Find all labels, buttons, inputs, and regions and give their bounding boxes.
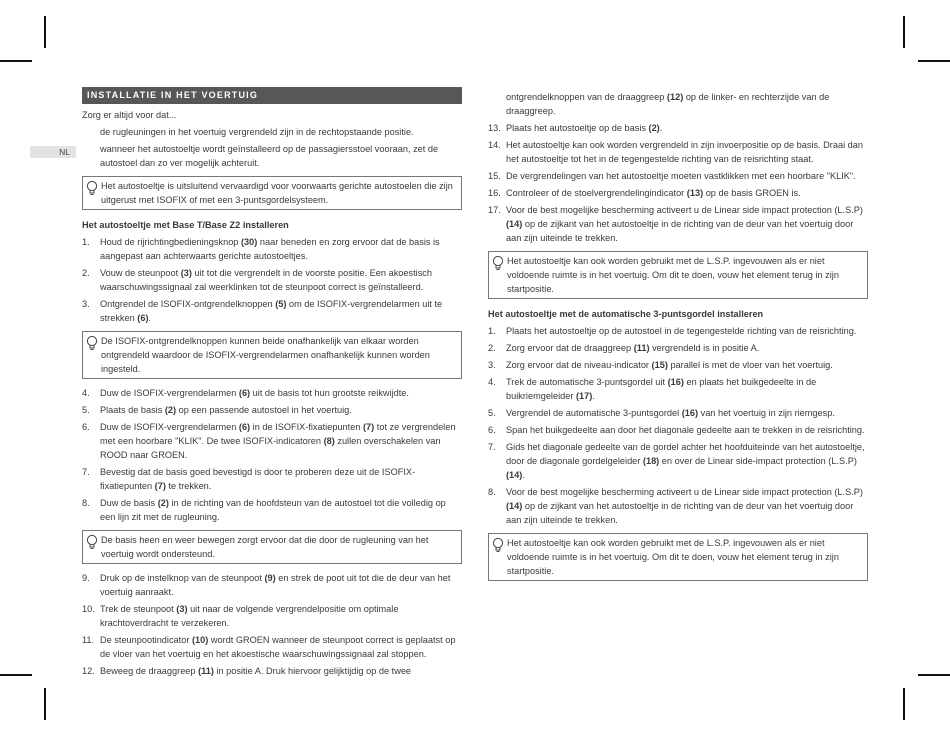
intro-item: de rugleuningen in het voertuig vergrendeld zijn in de rechtopstaande positie. <box>100 127 414 137</box>
note-text: Het autostoeltje is uitsluitend vervaardigd voor voorwaarts gerichte autostoelen die zijn uitgerust met ISOFIX of met een 3-puntsgordelsysteem. <box>101 181 453 205</box>
step-number: 9. <box>82 573 90 583</box>
crop-mark <box>44 688 46 720</box>
lightbulb-icon <box>86 534 98 550</box>
step-text: Ontgrendel de ISOFIX-ontgrendelknoppen (5) om de ISOFIX-vergrendelarmen uit te strekken (6). <box>100 299 443 323</box>
step-text: Zorg ervoor dat de niveau-indicator (15) parallel is met de vloer van het voertuig. <box>506 360 833 370</box>
step-text: De steunpootindicator (10) wordt GROEN wanneer de steunpoot correct is geplaatst op de vloer van het voertuig en het akoestische waarschuwingssignaal zal stoppen. <box>100 635 456 659</box>
step-text: Trek de steunpoot (3) uit naar de volgende vergrendelpositie om optimale krachtoverdracht te verzekeren. <box>100 604 399 628</box>
step-number: 7. <box>488 442 496 452</box>
step-number: 13. <box>488 123 501 133</box>
list-item <box>488 423 868 437</box>
step-number: 5. <box>488 408 496 418</box>
list-item <box>82 403 462 417</box>
list-item <box>82 633 462 661</box>
step-number: 11. <box>82 635 95 645</box>
note-box <box>488 251 868 299</box>
step-number: 1. <box>488 326 496 336</box>
subsection-heading: Het autostoeltje met de automatische 3-puntsgordel installeren <box>488 309 764 319</box>
right-column <box>488 90 868 588</box>
list-item <box>82 465 462 493</box>
note-box <box>488 533 868 581</box>
list-item <box>82 297 462 325</box>
step-number: 5. <box>82 405 90 415</box>
note-text: Het autostoeltje kan ook worden gebruikt met de L.S.P. ingevouwen als er niet voldoende ruimte is in het voertuig. Om dit te doen, vouw het element terug in zijn startpositie. <box>507 256 839 294</box>
step-text: Gids het diagonale gedeelte van de gordel achter het hoofduiteinde van het autostoeltje, door de diagonale gordelgeleider (18) en over de Linear side-impact protection (L.S.P) (14). <box>506 442 865 480</box>
step-number: 12. <box>82 666 95 676</box>
crop-mark <box>918 60 950 62</box>
list-item <box>488 324 868 338</box>
list-item <box>488 186 868 200</box>
step-text: De vergrendelingen van het autostoeltje moeten vastklikken met een hoorbare "KLIK". <box>506 171 856 181</box>
step-list <box>82 386 462 524</box>
step-number: 7. <box>82 467 90 477</box>
step-number: 3. <box>82 299 90 309</box>
step-number: 10. <box>82 604 95 614</box>
step-number: 14. <box>488 140 501 150</box>
step-list <box>488 324 868 527</box>
lightbulb-icon <box>86 335 98 351</box>
step-number: 2. <box>488 343 496 353</box>
step-text: Duw de ISOFIX-vergrendelarmen (6) uit de basis tot hun grootste reikwijdte. <box>100 388 409 398</box>
step-text: Duw de ISOFIX-vergrendelarmen (6) in de ISOFIX-fixatiepunten (7) tot ze vergrendelen met een hoorbare "KLIK". De twee ISOFIX-indicatoren (8) zullen overschakelen van ROOD naar GROEN. <box>100 422 456 460</box>
step-text: Voor de best mogelijke bescherming activeert u de Linear side impact protection (L.S.P) (14) op de zijkant van het autostoeltje in de richting van de deur van het voertuig door aan zijn uiteinde te trekken. <box>506 487 863 525</box>
list-item <box>82 235 462 263</box>
list-item <box>488 406 868 420</box>
step-number: 8. <box>488 487 496 497</box>
list-item <box>488 203 868 245</box>
subsection-heading: Het autostoeltje met Base T/Base Z2 installeren <box>82 220 289 230</box>
crop-mark <box>903 688 905 720</box>
step-list <box>82 571 462 678</box>
crop-mark <box>903 16 905 48</box>
step-text: Bevestig dat de basis goed bevestigd is door te proberen deze uit de ISOFIX-fixatiepunten (7) te trekken. <box>100 467 416 491</box>
step-number: 15. <box>488 171 501 181</box>
note-text: De ISOFIX-ontgrendelknoppen kunnen beide onafhankelijk van elkaar worden ontgrendeld waardoor de ISOFIX-vergrendelarmen onafhankelijk kunnen worden ingesteld. <box>101 336 430 374</box>
lightbulb-icon <box>492 255 504 271</box>
step-text: Het autostoeltje kan ook worden vergrendeld in zijn invoerpositie op de basis. Draai dan het autostoeltje tot het in de tegengestelde richting van de reisrichting staat. <box>506 140 863 164</box>
list-item <box>82 571 462 599</box>
step-text: Trek de automatische 3-puntsgordel uit (16) en plaats het buikgedeelte in de buikriemgeleider (17). <box>506 377 817 401</box>
list-item <box>82 602 462 630</box>
step-number: 6. <box>82 422 90 432</box>
step-text: Beweeg de draaggreep (11) in positie A. Druk hiervoor gelijktijdig op de twee <box>100 666 412 676</box>
list-item <box>488 375 868 403</box>
list-item <box>488 341 868 355</box>
step-number: 2. <box>82 268 90 278</box>
list-item <box>488 485 868 527</box>
list-item <box>488 358 868 372</box>
step-text: Plaats de basis (2) op een passende autostoel in het voertuig. <box>100 405 352 415</box>
note-text: De basis heen en weer bewegen zorgt ervoor dat die door de rugleuning van het voertuig wordt ondersteund. <box>101 535 429 559</box>
step-text: Voor de best mogelijke bescherming activeert u de Linear side impact protection (L.S.P) (14) op de zijkant van het autostoeltje in de richting van de deur van het voertuig door aan zijn uiteinde te trekken. <box>506 205 863 243</box>
step-list <box>488 121 868 245</box>
note-box <box>82 530 462 564</box>
list-item <box>82 266 462 294</box>
crop-mark <box>0 60 32 62</box>
note-box <box>82 331 462 379</box>
continued-text: ontgrendelknoppen van de draaggreep (12) op de linker- en rechterzijde van de draaggreep. <box>506 92 830 116</box>
crop-mark <box>0 674 32 676</box>
step-number: 8. <box>82 498 90 508</box>
note-text: Het autostoeltje kan ook worden gebruikt met de L.S.P. ingevouwen als er niet voldoende ruimte is in het voertuig. Om dit te doen, vouw het element terug in zijn startpositie. <box>507 538 839 576</box>
step-number: 3. <box>488 360 496 370</box>
list-item <box>82 664 462 678</box>
note-box <box>82 176 462 210</box>
step-number: 1. <box>82 237 90 247</box>
step-text: Zorg ervoor dat de draaggreep (11) vergrendeld is in positie A. <box>506 343 760 353</box>
step-text: Span het buikgedeelte aan door het diagonale gedeelte aan te trekken in de reisrichting. <box>506 425 865 435</box>
intro-text: Zorg er altijd voor dat... <box>82 110 177 120</box>
section-header: INSTALLATIE IN HET VOERTUIG <box>82 87 462 104</box>
list-item <box>488 121 868 135</box>
list-item <box>82 496 462 524</box>
step-text: Houd de rijrichtingbedieningsknop (30) naar beneden en zorg ervoor dat de basis is aangepast aan achterwaarts gerichte autostoeltjes. <box>100 237 440 261</box>
step-text: Druk op de instelknop van de steunpoot (9) en strek de poot uit tot die de deur van het voertuig aanraakt. <box>100 573 451 597</box>
step-text: Controleer of de stoelvergrendelingindicator (13) op de basis GROEN is. <box>506 188 801 198</box>
language-tab: NL <box>30 146 76 158</box>
lightbulb-icon <box>86 180 98 196</box>
step-number: 6. <box>488 425 496 435</box>
list-item <box>82 386 462 400</box>
list-item <box>82 420 462 462</box>
list-item <box>488 169 868 183</box>
step-number: 16. <box>488 188 501 198</box>
lightbulb-icon <box>492 537 504 553</box>
step-text: Plaats het autostoeltje op de autostoel in de tegengestelde richting van de reisrichting. <box>506 326 857 336</box>
step-number: 4. <box>82 388 90 398</box>
list-item <box>488 440 868 482</box>
crop-mark <box>44 16 46 48</box>
step-text: Vouw de steunpoot (3) uit tot die vergrendelt in de voorste positie. Een akoestisch waarschuwingssignaal zal weerklinken tot de steunpoot correct is geïnstalleerd. <box>100 268 432 292</box>
step-text: Vergrendel de automatische 3-puntsgordel (16) van het voertuig in zijn riemgesp. <box>506 408 835 418</box>
step-number: 4. <box>488 377 496 387</box>
step-list <box>82 235 462 325</box>
step-text: Plaats het autostoeltje op de basis (2). <box>506 123 663 133</box>
crop-mark <box>918 674 950 676</box>
list-item <box>488 138 868 166</box>
step-text: Duw de basis (2) in de richting van de hoofdsteun van de autostoel tot die volledig op een lijn zit met de rugleuning. <box>100 498 446 522</box>
left-column <box>82 87 462 681</box>
intro-item: wanneer het autostoeltje wordt geïnstalleerd op de passagiersstoel vooraan, zet de autostoel dan zo ver mogelijk achteruit. <box>100 144 439 168</box>
step-number: 17. <box>488 205 501 215</box>
